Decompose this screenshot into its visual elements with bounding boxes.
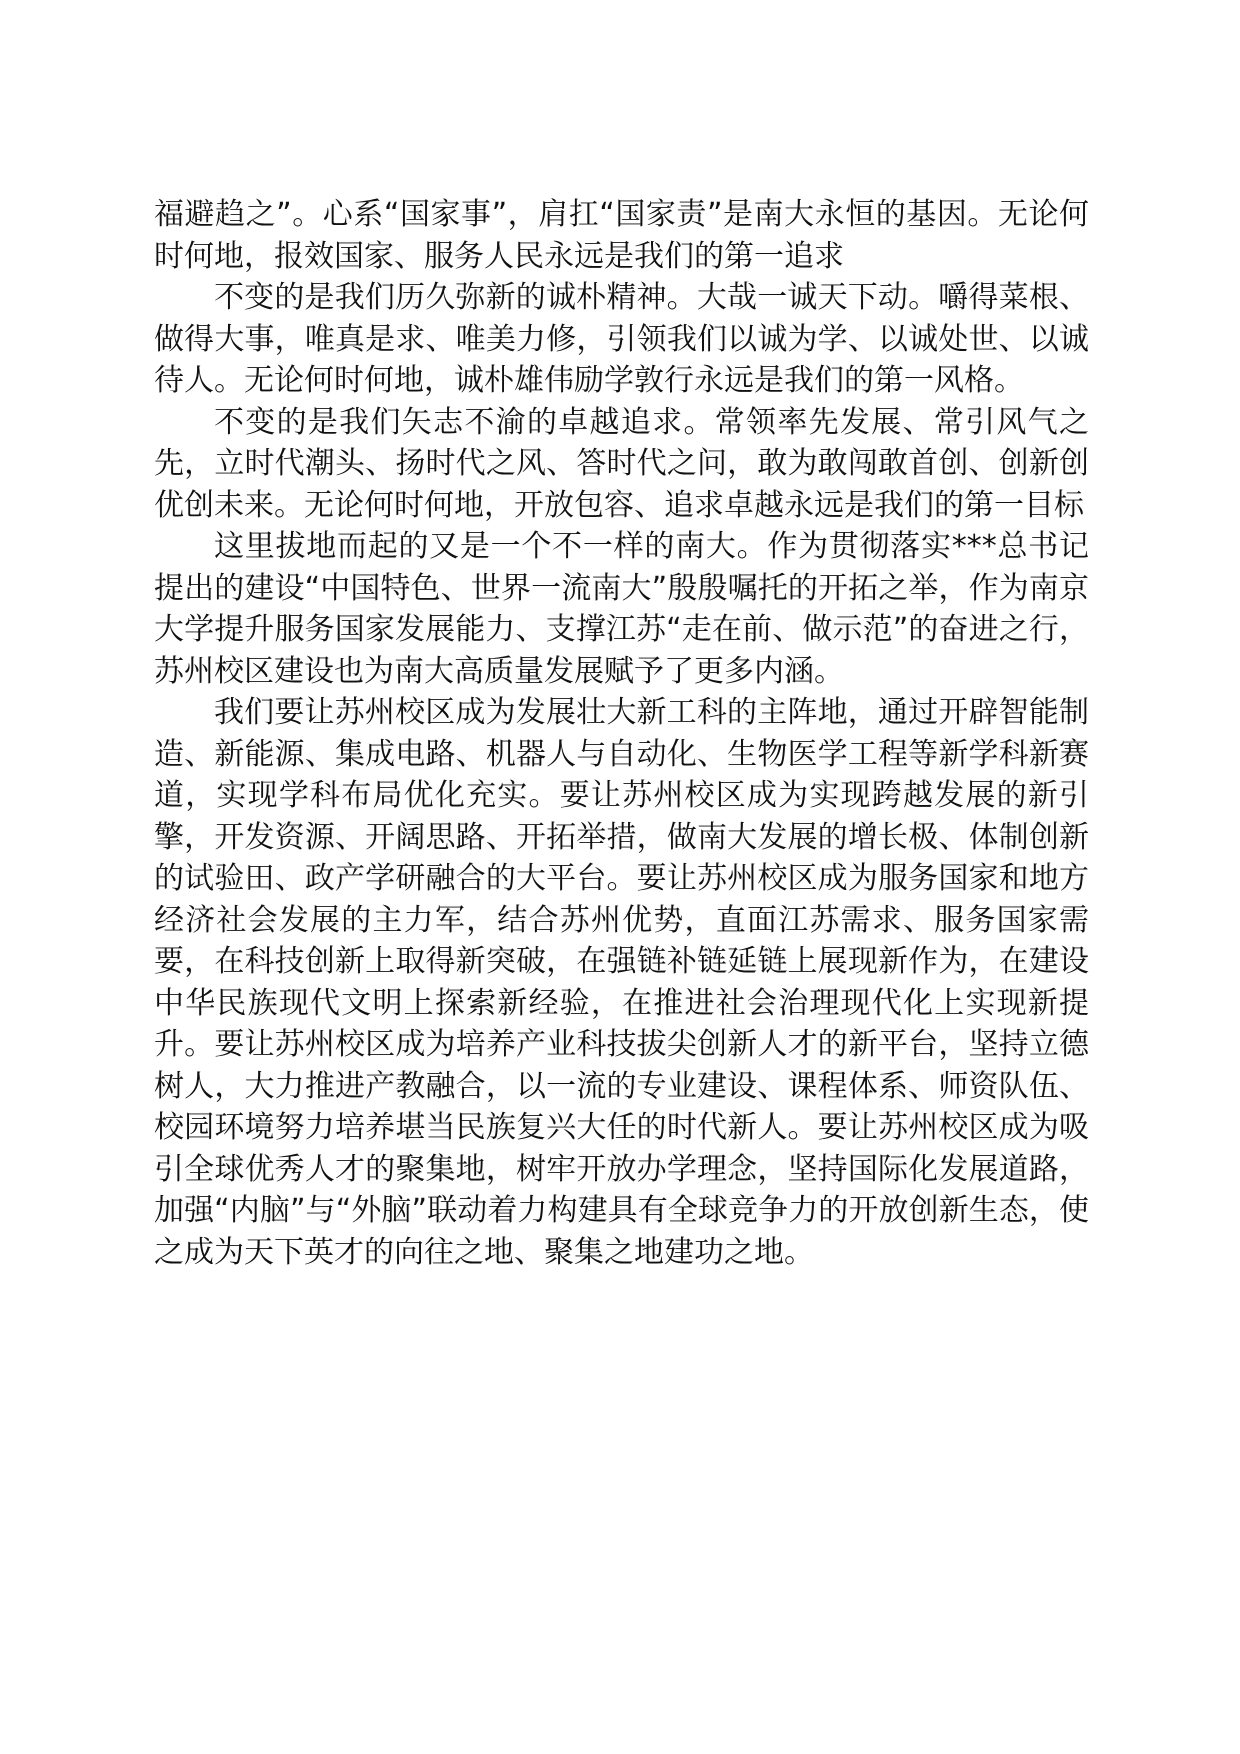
document-body: [154, 194, 1089, 1273]
paragraph-1: 福避趋之”。心系“国家事”，肩扛“国家责”是南大永恒的基因。无论何时何地，报效国家、服务人民永远是我们的第一追求: [154, 197, 1089, 274]
paragraph-5: 我们要让苏州校区成为发展壮大新工科的主阵地，通过开辟智能制造、新能源、集成电路、机器人与自动化、生物医学工程等新学科新赛道，实现学科布局优化充实。要让苏州校区成为实现跨越发展的新引擎，开发资源、开阔思路、开拓举措，做南大发展的增长极、体制创新的试验田、政产学研融合的大平台。要让苏州校区成为服务国家和地方经济社会发展的主力军，结合苏州优势，直面江苏需求、服务国家需要，在科技创新上取得新突破，在强链补链延链上展现新作为，在建设中华民族现代文明上探索新经验，在推进社会治理现代化上实现新提升。要让苏州校区成为培养产业科技拔尖创新人才的新平台，坚持立德树人，大力推进产教融合，以一流的专业建设、课程体系、师资队伍、校园环境努力培养堪当民族复兴大任的时代新人。要让苏州校区成为吸引全球优秀人才的聚集地，树牢开放办学理念，坚持国际化发展道路，加强“内脑”与“外脑”联动着力构建具有全球竞争力的开放创新生态，使之成为天下英才的向往之地、聚集之地建功之地。: [154, 695, 1089, 1270]
paragraph-2: 不变的是我们历久弥新的诚朴精神。大哉一诚天下动。嚼得菜根、做得大事，唯真是求、唯美力修，引领我们以诚为学、以诚处世、以诚待人。无论何时何地，诚朴雄伟励学敦行永远是我们的第一风格。: [154, 280, 1089, 398]
paragraph-3: 不变的是我们矢志不渝的卓越追求。常领率先发展、常引风气之先，立时代潮头、扬时代之风、答时代之问，敢为敢闯敢首创、创新创优创未来。无论何时何地，开放包容、追求卓越永远是我们的第一目标: [154, 404, 1089, 523]
paragraph-4: 这里拔地而起的又是一个不一样的南大。作为贯彻落实***总书记提出的建设“中国特色、世界一流南大”殷殷嘱托的开拓之举，作为南京大学提升服务国家发展能力、支撑江苏“走在前、做示范”的奋进之行，苏州校区建设也为南大高质量发展赋予了更多内涵。: [154, 529, 1089, 689]
